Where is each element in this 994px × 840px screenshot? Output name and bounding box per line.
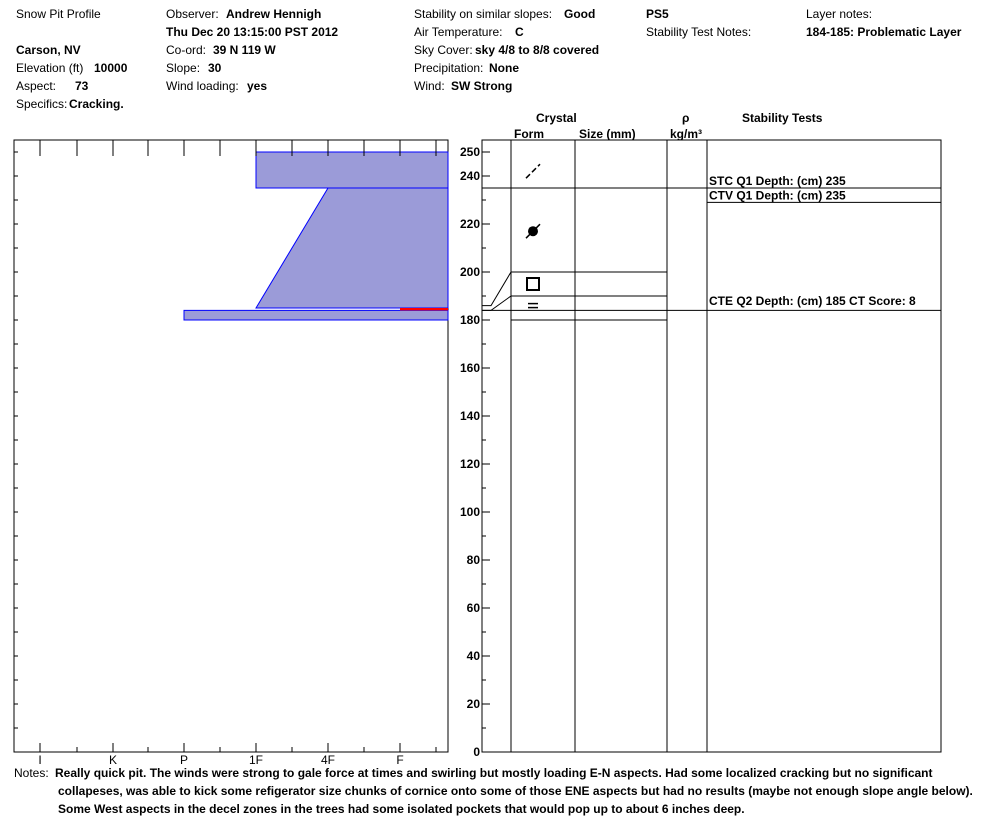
hardness-tick-label-K: K <box>108 753 118 767</box>
coord-label: Co-ord: <box>166 43 207 57</box>
hardness-tick-label-P: P <box>179 753 189 767</box>
snow-layer-2 <box>256 188 448 308</box>
sky-cover-value: sky 4/8 to 8/8 covered <box>475 43 600 57</box>
layer-connector-190 <box>482 296 511 310</box>
problem-layer-marker <box>400 308 448 310</box>
height-tick-label-220: 220 <box>459 217 480 231</box>
layer-notes-label: Layer notes: <box>806 7 873 21</box>
air-temp-value: C <box>515 25 524 39</box>
notes-line-2: collapeses, was able to kick some refigerator size chunks of cornice onto some of those ENE aspects but had no results (maybe not enough slope angle below). <box>58 784 973 798</box>
air-temp-label: Air Temperature: <box>414 25 503 39</box>
wind-loading-label: Wind loading: <box>166 79 239 93</box>
slope-value: 30 <box>208 61 222 75</box>
page-title: Snow Pit Profile <box>16 7 101 21</box>
height-tick-label-0: 0 <box>473 745 480 759</box>
specifics-label: Specifics: <box>16 97 68 111</box>
height-tick-label-60: 60 <box>466 601 480 615</box>
wind-value: SW Strong <box>451 79 513 93</box>
hardness-tick-label-I: I <box>38 753 42 767</box>
density-unit-header: kg/m³ <box>670 127 703 141</box>
location: Carson, NV <box>16 43 81 57</box>
hardness-tick-label-F: F <box>396 753 404 767</box>
observation-datetime: Thu Dec 20 13:15:00 PST 2012 <box>166 25 339 39</box>
precipitation-value: None <box>489 61 519 75</box>
notes-line-3: Some West aspects in the decel zones in the trees had some isolated pockets that would pop up to about 6 inches deep. <box>58 802 745 816</box>
notes-label: Notes: <box>14 766 49 780</box>
grain-form-faceted-icon <box>527 278 539 290</box>
aspect-label: Aspect: <box>16 79 57 93</box>
snow-layer-1 <box>256 152 448 188</box>
fragment-stroke <box>526 174 530 178</box>
size-header: Size (mm) <box>579 127 636 141</box>
specifics-value: Cracking. <box>69 97 124 111</box>
stability-test-notes-label: Stability Test Notes: <box>646 25 752 39</box>
grain-form-surface-hoar-layer-icon <box>528 304 538 308</box>
height-tick-label-20: 20 <box>466 697 480 711</box>
height-tick-label-80: 80 <box>466 553 480 567</box>
height-tick-label-120: 120 <box>459 457 480 471</box>
crystal-header: Crystal <box>536 111 577 125</box>
layer-connector-200 <box>482 272 511 306</box>
height-tick-label-250: 250 <box>459 145 480 159</box>
layer-notes-value: 184-185: Problematic Layer <box>806 25 962 39</box>
height-tick-label-100: 100 <box>459 505 480 519</box>
slope-label: Slope: <box>166 61 201 75</box>
hardness-tick-label-1F: 1F <box>248 753 264 767</box>
stability-test-2: CTV Q1 Depth: (cm) 235 <box>709 188 846 203</box>
profile-table-frame <box>482 140 941 752</box>
coord-value: 39 N 119 W <box>213 43 276 57</box>
grain-form-decomposing-fragments-icon <box>526 164 540 178</box>
fragment-stroke <box>538 164 540 166</box>
height-tick-label-40: 40 <box>466 649 480 663</box>
snow-layer-3 <box>184 310 448 320</box>
hardness-tick-label-4F: 4F <box>320 753 336 767</box>
height-tick-label-160: 160 <box>459 361 480 375</box>
observer-value: Andrew Hennigh <box>226 7 322 21</box>
notes-line-1: Really quick pit. The winds were strong to gale force at times and swirling but mostly loading E-N aspects. Had some localized cracking but no significant <box>55 766 933 780</box>
height-tick-label-140: 140 <box>459 409 480 423</box>
stability-value: Good <box>564 7 596 21</box>
elevation-value: 10000 <box>94 61 128 75</box>
fragment-stroke <box>532 168 536 172</box>
stability-tests-header: Stability Tests <box>742 111 823 125</box>
stability-test-3: CTE Q2 Depth: (cm) 185 CT Score: 8 <box>709 294 916 308</box>
observer-label: Observer: <box>166 7 219 21</box>
stability-label: Stability on similar slopes: <box>414 7 553 21</box>
density-symbol-header: ρ <box>682 111 690 125</box>
elevation-label: Elevation (ft) <box>16 61 84 75</box>
form-header: Form <box>514 127 544 141</box>
height-tick-label-180: 180 <box>459 313 480 327</box>
sky-cover-label: Sky Cover: <box>414 43 473 57</box>
pit-id: PS5 <box>646 7 669 21</box>
facet-square <box>527 278 539 290</box>
aspect-value: 73 <box>75 79 89 93</box>
height-tick-label-200: 200 <box>459 265 480 279</box>
wind-loading-value: yes <box>247 79 268 93</box>
precipitation-label: Precipitation: <box>414 61 484 75</box>
height-tick-label-240: 240 <box>459 169 480 183</box>
wind-label: Wind: <box>414 79 445 93</box>
stability-test-1: STC Q1 Depth: (cm) 235 <box>709 174 846 188</box>
grain-form-rounded-faceted-icon <box>526 224 540 238</box>
